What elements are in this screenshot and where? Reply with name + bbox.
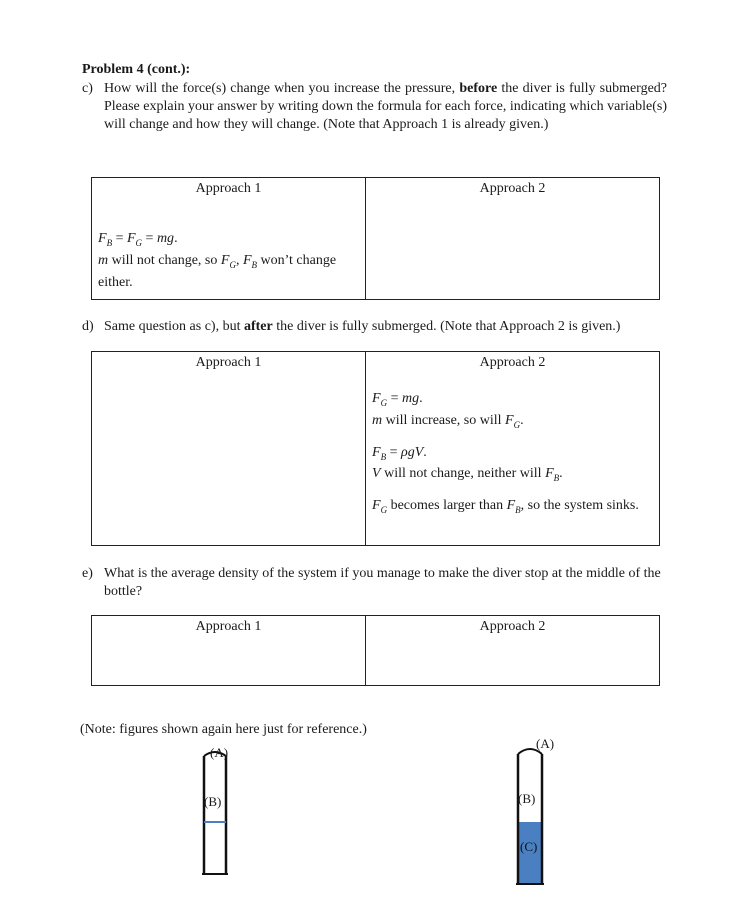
bottle-right-icon bbox=[510, 736, 580, 891]
part-e-approach2-cell bbox=[366, 616, 660, 686]
bottle-left-icon bbox=[188, 746, 258, 886]
part-d-fb-text: V will not change, neither will $F_B$. bbox=[372, 466, 563, 484]
part-d-approach2-answer bbox=[372, 390, 652, 519]
left-label-a: (A) bbox=[210, 745, 229, 760]
part-e-question: What is the average density of the system if you manage to make the diver stop at the middle of the bottle? bbox=[104, 566, 661, 599]
part-d-question bbox=[104, 318, 674, 336]
part-d-text-a: Same question as c), but bbox=[104, 319, 241, 334]
part-c-approach2-cell bbox=[366, 178, 660, 300]
part-c-explanation: m will not change, so $F_G$, $F_B$ won’t change either. bbox=[98, 252, 337, 290]
part-d-fb-formula: $F_B = \rho gV$. bbox=[372, 444, 427, 462]
part-c-bold: before bbox=[459, 81, 498, 96]
part-c-formula: $F_B = F_G$ = mg. bbox=[98, 231, 178, 248]
part-d-col2-header: Approach 2 bbox=[479, 355, 546, 370]
part-e-table bbox=[91, 615, 660, 686]
part-d-text-b: the diver is fully submerged. (Note that Approach 2 is given.) bbox=[276, 319, 621, 334]
part-c-approach1-cell bbox=[92, 178, 366, 300]
problem-heading: Problem 4 (cont.): bbox=[82, 62, 191, 77]
right-label-a: (A) bbox=[536, 736, 555, 751]
right-label-b: (B) bbox=[518, 791, 536, 806]
part-d-col1-header: Approach 1 bbox=[195, 355, 262, 370]
part-d-table bbox=[91, 351, 660, 546]
part-e-marker: e) bbox=[82, 566, 93, 581]
part-d-approach2-cell bbox=[366, 352, 660, 546]
bottle-figure-left bbox=[188, 746, 258, 886]
part-c-text-1: How will the force(s) change when you increase the pressure, bbox=[104, 81, 456, 96]
part-c-approach1-answer bbox=[98, 230, 362, 291]
left-label-b: (B) bbox=[204, 794, 222, 809]
bottle-figure-right bbox=[510, 736, 580, 891]
part-d-fg-text: m will increase, so will $F_G$. bbox=[372, 412, 524, 430]
part-d-bold: after bbox=[243, 319, 273, 334]
part-d-marker: d) bbox=[82, 319, 94, 334]
part-c-question bbox=[104, 80, 667, 134]
part-c-col2-header: Approach 2 bbox=[479, 181, 546, 196]
figure-note: (Note: figures shown again here just for reference.) bbox=[80, 722, 367, 737]
part-d-conclusion: $F_G$ becomes larger than $F_B$, so the system sinks. bbox=[372, 498, 639, 515]
part-c-table bbox=[91, 177, 660, 300]
part-c-text-2: the diver is fully submerged? Please explain your answer by writing down the formula for each force, indicating which variable(s) will change and how they will change. (Note that Approach 1 is already given.) bbox=[104, 81, 668, 132]
part-c-col1-header: Approach 1 bbox=[195, 181, 262, 196]
part-d-approach1-cell bbox=[92, 352, 366, 546]
part-c-marker: c) bbox=[82, 81, 93, 96]
right-label-c: (C) bbox=[520, 839, 538, 854]
part-e-approach1-cell bbox=[92, 616, 366, 686]
part-e-col1-header: Approach 1 bbox=[195, 619, 262, 634]
part-e-col2-header: Approach 2 bbox=[479, 619, 546, 634]
part-d-fg-formula: $F_G$ = mg. bbox=[372, 391, 423, 408]
